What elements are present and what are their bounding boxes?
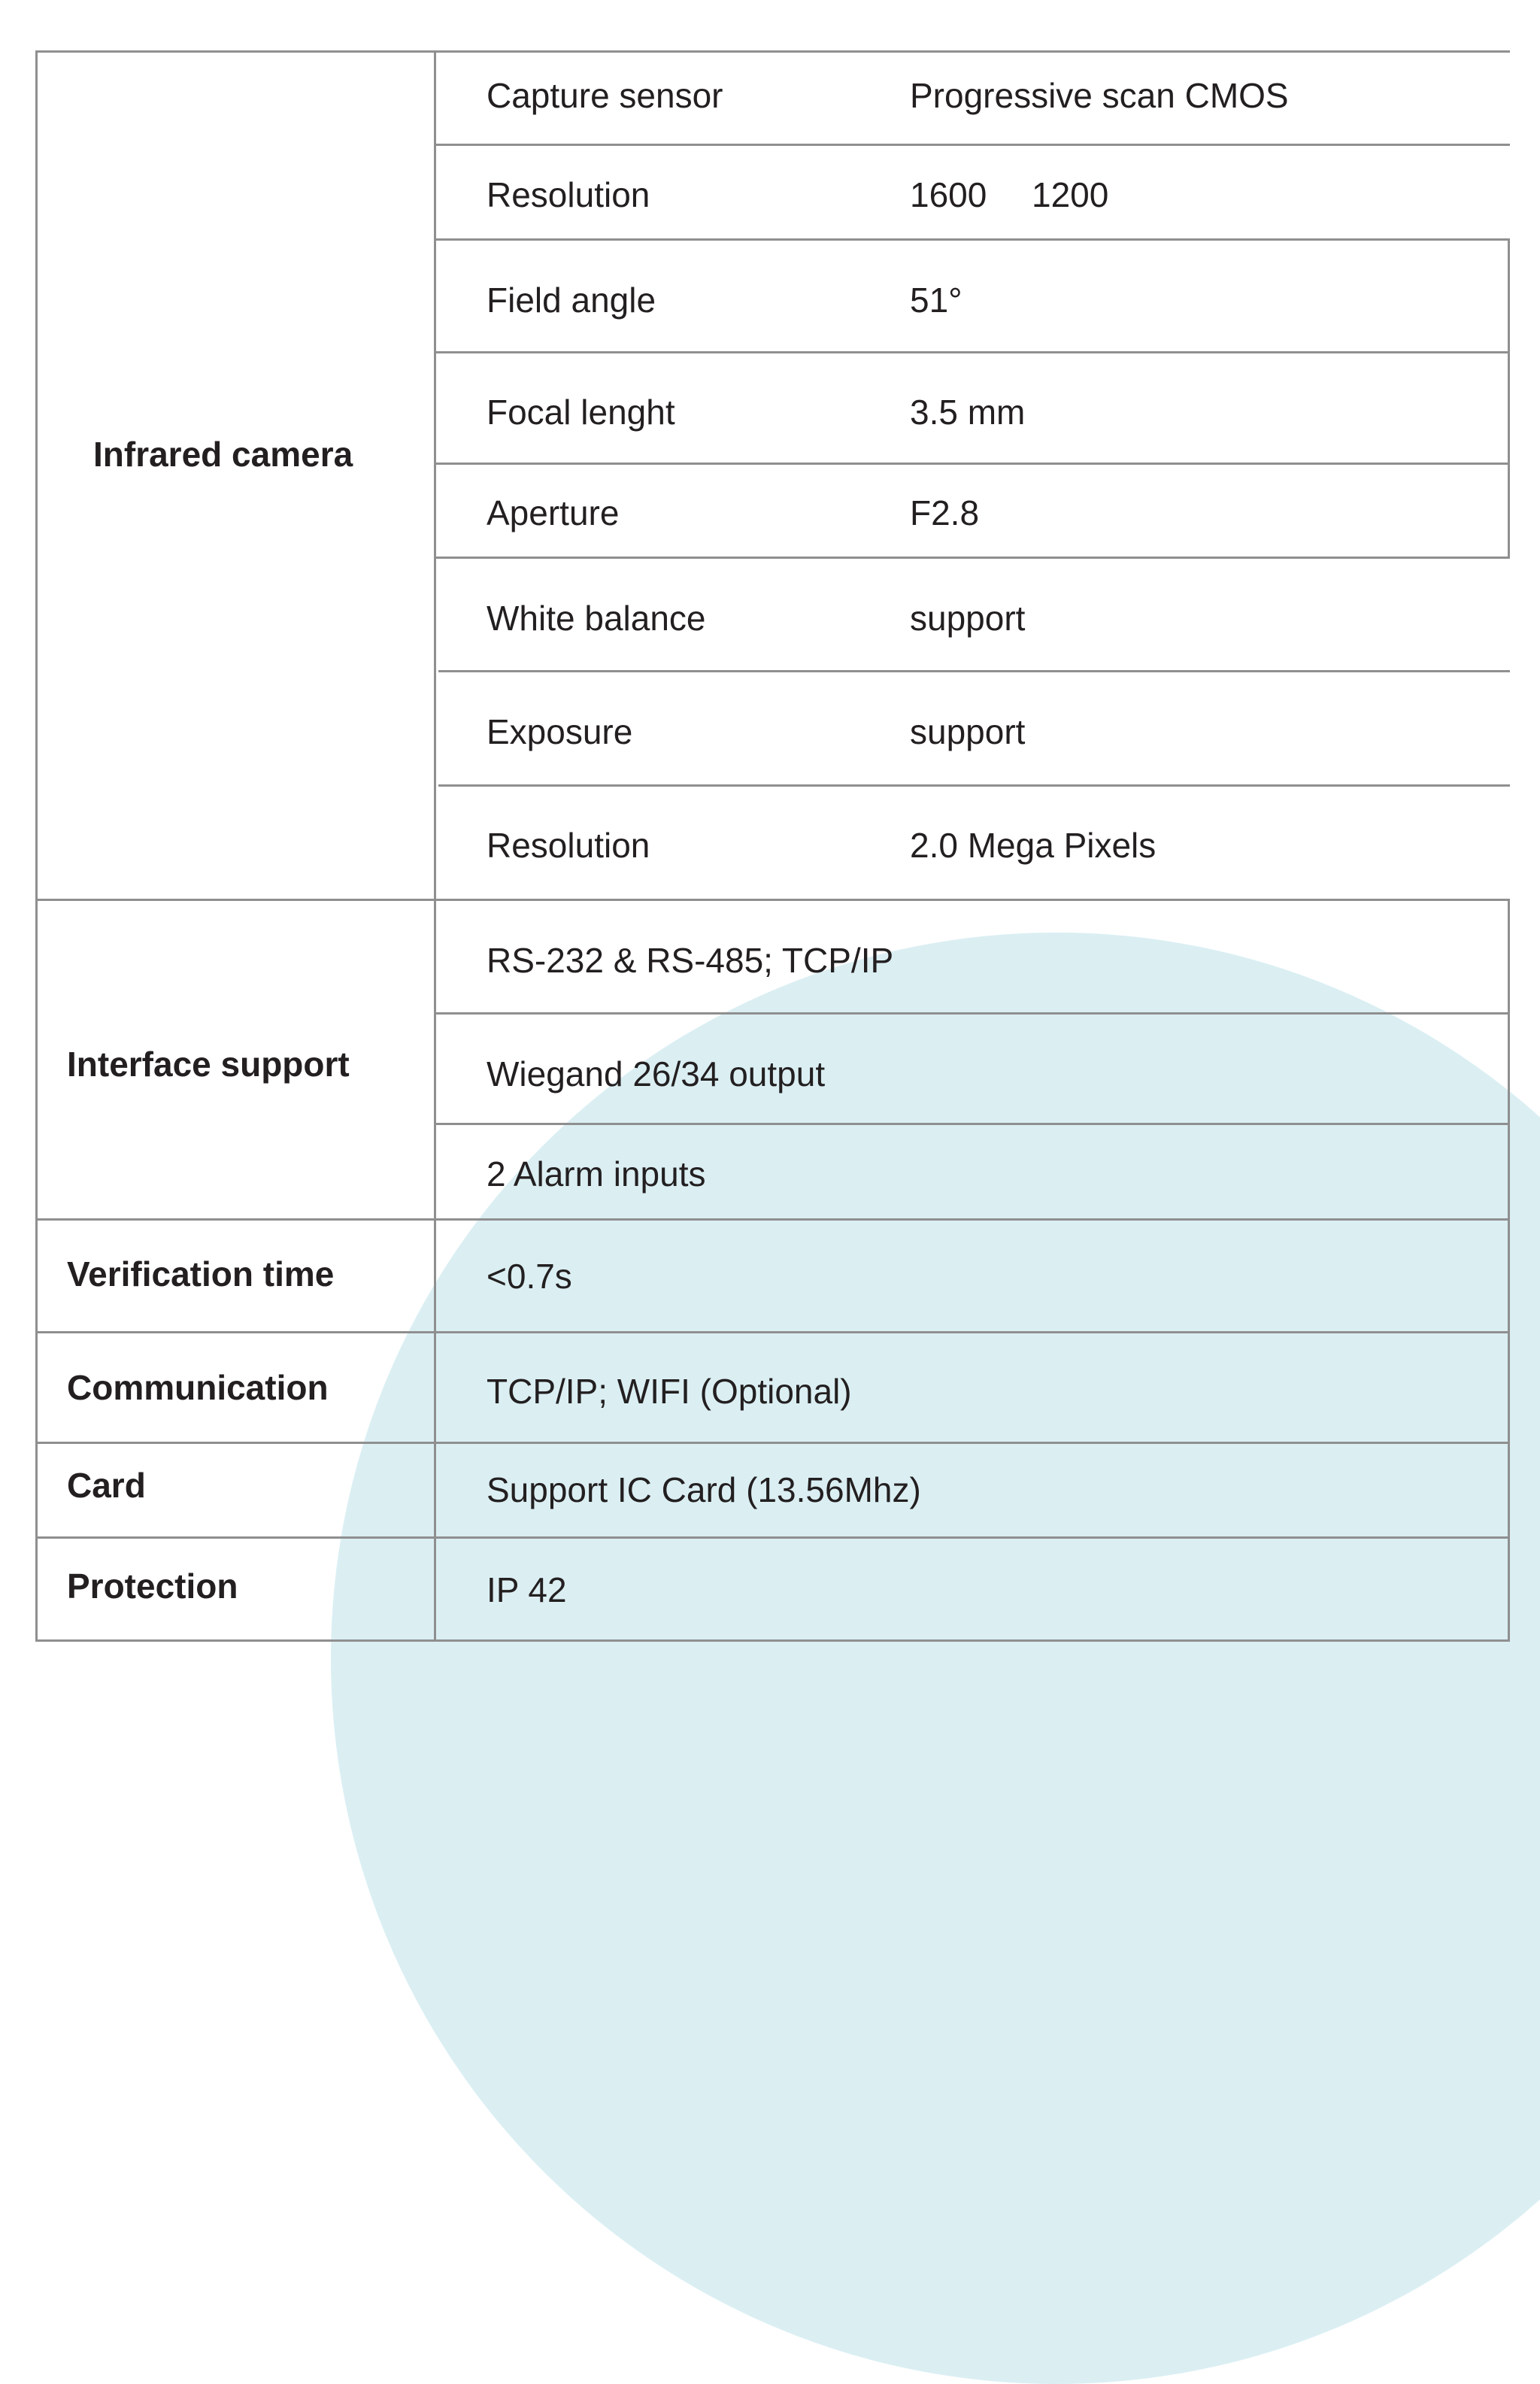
- category-protection: Protection: [67, 1567, 238, 1606]
- row-divider: [438, 670, 1510, 672]
- row-divider: [434, 1123, 1510, 1125]
- table-border-left: [35, 50, 38, 1642]
- table-border-bottom: [35, 1639, 1510, 1642]
- row-divider: [434, 144, 1510, 146]
- row-divider: [434, 557, 1510, 559]
- column-divider: [434, 50, 436, 1642]
- value-card: Support IC Card (13.56Mhz): [487, 1470, 921, 1509]
- interface-item: Wiegand 26/34 output: [487, 1054, 826, 1093]
- category-infrared-camera: Infrared camera: [93, 435, 353, 474]
- table-border-top: [35, 50, 1510, 53]
- spec-name-resolution: Resolution: [487, 175, 650, 214]
- spec-name-focal-length: Focal lenght: [487, 393, 675, 432]
- row-divider: [434, 351, 1510, 353]
- row-divider: [434, 238, 1510, 241]
- spec-value-field-angle: 51°: [910, 281, 962, 320]
- value-communication: TCP/IP; WIFI (Optional): [487, 1372, 852, 1411]
- category-verification-time: Verification time: [67, 1254, 335, 1294]
- spec-name-field-angle: Field angle: [487, 281, 656, 320]
- row-divider: [434, 463, 1510, 465]
- section-divider: [35, 1536, 1510, 1539]
- category-communication: Communication: [67, 1368, 329, 1407]
- section-divider: [35, 1218, 1510, 1221]
- spec-value-exposure: support: [910, 712, 1026, 751]
- interface-item: 2 Alarm inputs: [487, 1154, 706, 1194]
- value-verification-time: <0.7s: [487, 1257, 572, 1296]
- section-divider: [35, 1442, 1510, 1444]
- spec-value-white-balance: support: [910, 599, 1026, 638]
- section-divider: [35, 1331, 1510, 1333]
- spec-name-resolution-mp: Resolution: [487, 826, 650, 865]
- category-interface-support: Interface support: [67, 1045, 350, 1084]
- category-card: Card: [67, 1466, 146, 1505]
- section-divider: [35, 899, 1510, 901]
- table-border-right: [1508, 899, 1510, 1642]
- row-divider: [438, 784, 1510, 787]
- value-protection: IP 42: [487, 1570, 567, 1609]
- spec-name-exposure: Exposure: [487, 712, 633, 751]
- spec-name-capture-sensor: Capture sensor: [487, 76, 723, 115]
- spec-value-focal-length: 3.5 mm: [910, 393, 1026, 432]
- background-circle: [331, 933, 1540, 2384]
- spec-name-white-balance: White balance: [487, 599, 706, 638]
- spec-value-resolution-height: 1200: [1032, 175, 1109, 214]
- row-divider: [434, 1012, 1510, 1015]
- table-border-right-camera: [1508, 238, 1510, 559]
- spec-value-resolution-width: 1600: [910, 175, 987, 214]
- interface-item: RS-232 & RS-485; TCP/IP: [487, 941, 894, 980]
- spec-value-aperture: F2.8: [910, 493, 980, 532]
- spec-value-capture-sensor: Progressive scan CMOS: [910, 76, 1289, 115]
- spec-name-aperture: Aperture: [487, 493, 620, 532]
- spec-value-resolution-mp: 2.0 Mega Pixels: [910, 826, 1157, 865]
